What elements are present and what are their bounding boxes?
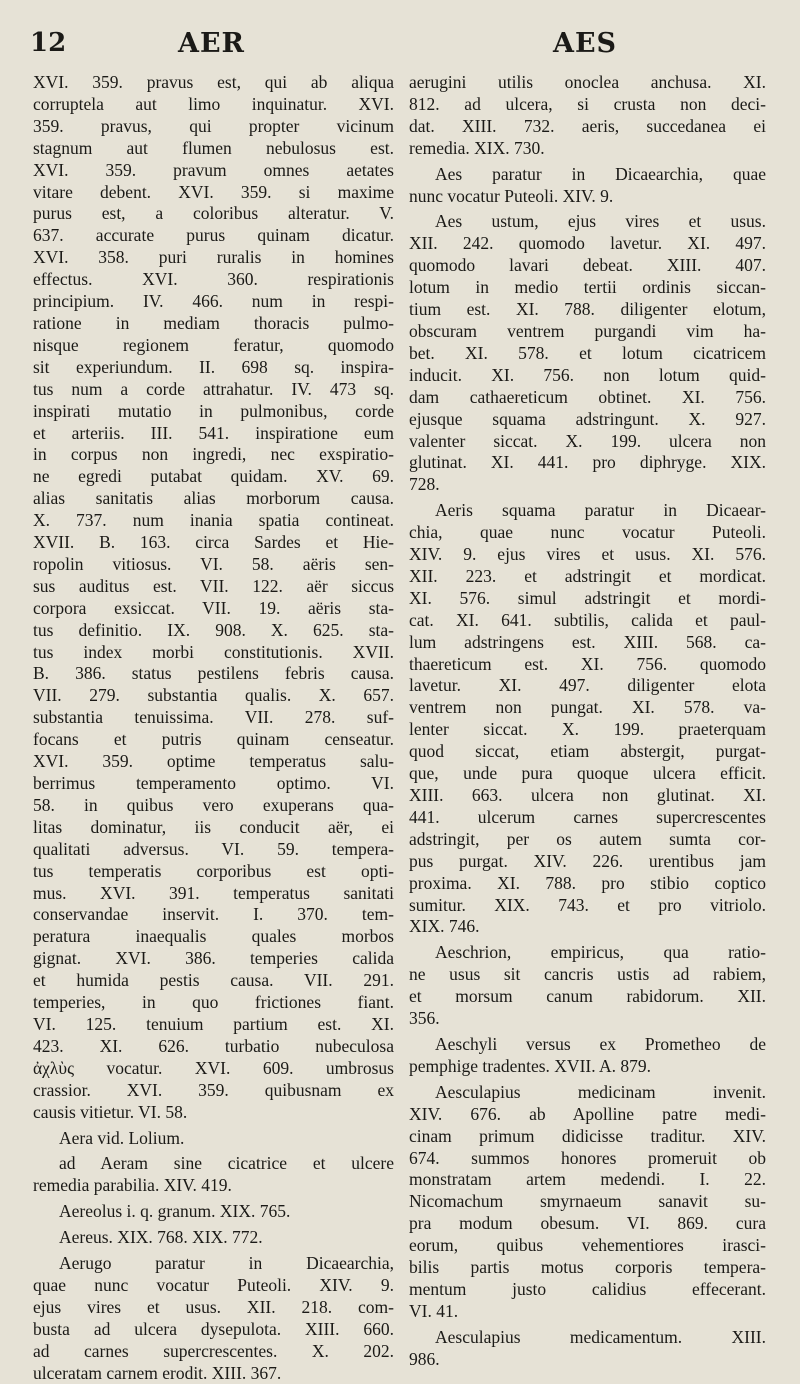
- entry-line: VI. 41.: [409, 1300, 459, 1321]
- entry-line: busta ad ulcera dysepulota. XIII. 660.: [33, 1318, 394, 1339]
- entry-line: Aeschyli versus ex Prometheo de: [435, 1033, 766, 1054]
- entry-line: focans et putris quinam censeatur.: [33, 729, 394, 750]
- entry-line: Aesculapius medicamentum. XIII.: [435, 1326, 766, 1347]
- entry-line: principium. IV. 466. num in respi-: [33, 291, 394, 312]
- entry-line: conservandae inservit. I. 370. tem-: [33, 904, 394, 925]
- entry-line: Aesculapius medicinam invenit.: [435, 1081, 766, 1102]
- entry-line: sumitur. XIX. 743. et pro vitriolo.: [409, 894, 766, 915]
- index-entry: [409, 72, 766, 160]
- entry-line: X. 737. num inania spatia contineat.: [33, 510, 394, 531]
- entry-line: inspirati mutatio in pulmonibus, corde: [33, 400, 394, 421]
- entry-line: 674. summos honores promeruit ob: [409, 1147, 766, 1168]
- entry-line: eorum, quibus vehementiores irasci-: [409, 1235, 766, 1256]
- entry-line: crassior. XVI. 359. quibusnam ex: [33, 1079, 394, 1100]
- entry-line: purus est, a coloribus alteratur. V.: [33, 203, 394, 224]
- entry-line: ad carnes supercrescentes. X. 202.: [33, 1340, 394, 1361]
- entry-line: XII. 223. et adstringit et mordicat.: [409, 565, 766, 586]
- entry-line: et humida pestis causa. VII. 291.: [33, 970, 394, 991]
- entry-line: 423. XI. 626. turbatio nubeculosa: [33, 1035, 394, 1056]
- entry-line: proxima. XI. 788. pro stibio coptico: [409, 872, 766, 893]
- entry-line: dat. XIII. 732. aeris, succedanea ei: [409, 115, 766, 136]
- entry-line: Aes ustum, ejus vires et usus.: [435, 211, 766, 232]
- left-column: [33, 72, 394, 1383]
- entry-line: chia, quae nunc vocatur Puteoli.: [409, 522, 766, 543]
- entry-line: tus num a corde attrahatur. IV. 473 sq.: [33, 378, 394, 399]
- entry-line: glutinat. XI. 441. pro diphryge. XIX.: [409, 452, 766, 473]
- entry-line: tium est. XI. 788. diligenter elotum,: [409, 299, 766, 320]
- entry-line: XI. 576. simul adstringit et mordi-: [409, 587, 766, 608]
- entry-line: ad Aeram sine cicatrice et ulcere: [59, 1153, 394, 1174]
- index-entry: [33, 1201, 394, 1223]
- entry-line: pemphige tradentes. XVII. A. 879.: [409, 1055, 652, 1076]
- entry-line: adstringit, per os autem sumta cor-: [409, 828, 766, 849]
- entry-line: monstratam artem medendi. I. 22.: [409, 1169, 766, 1190]
- index-entry: [33, 1227, 394, 1249]
- entry-line: ratione in mediam thoracis pulmo-: [33, 312, 394, 333]
- entry-line: temperies, in quo frictiones fiant.: [33, 992, 394, 1013]
- entry-line: remedia. XIX. 730.: [409, 137, 545, 158]
- entry-line: et morsum canum rabidorum. XII.: [409, 986, 766, 1007]
- index-entry: [409, 1327, 766, 1371]
- entry-line: alias sanitatis alias morborum causa.: [33, 488, 394, 509]
- entry-line: valenter siccat. X. 199. ulcera non: [409, 430, 766, 451]
- entry-line: litas dominatur, iis conducit aër, ei: [33, 816, 394, 837]
- entry-line: bet. XI. 578. et lotum cicatricem: [409, 342, 766, 363]
- entry-line: inducit. XI. 756. non lotum quid-: [409, 364, 766, 385]
- entry-line: Aeris squama paratur in Dicaear-: [435, 500, 766, 521]
- entry-line: que, unde pura quoque ulcera efficit.: [409, 763, 766, 784]
- entry-line: ne egredi putabat quidam. XV. 69.: [33, 466, 394, 487]
- entry-line: XIII. 663. ulcera non glutinat. XI.: [409, 785, 766, 805]
- entry-line: et arteriis. III. 541. inspiratione eum: [33, 422, 394, 443]
- entry-line: Nicomachum smyrnaeum sanavit su-: [409, 1191, 766, 1212]
- entry-line: tus definitio. IX. 908. X. 625. sta-: [33, 619, 394, 640]
- entry-line: B. 386. status pestilens febris causa.: [33, 663, 394, 684]
- entry-line: mus. XVI. 391. temperatus sanitati: [33, 882, 394, 903]
- entry-line: thaereticum est. XI. 756. quomodo: [409, 653, 766, 674]
- entry-line: causis vitietur. VI. 58.: [33, 1101, 188, 1122]
- index-entry: [33, 1253, 394, 1384]
- entry-line: remedia parabilia. XIV. 419.: [33, 1175, 232, 1196]
- entry-line: lotum in medio tertii ordinis siccan-: [409, 277, 766, 298]
- entry-line: pra modum obesum. VI. 869. cura: [409, 1213, 766, 1234]
- entry-line: ropolin vitiosus. VI. 58. aëris sen-: [33, 553, 394, 574]
- entry-line: 441. ulcerum carnes supercrescentes: [409, 806, 766, 827]
- entry-line: berrimus temperamento optimo. VI.: [33, 773, 394, 793]
- entry-line: tus index morbi constitutionis. XVII.: [33, 641, 394, 662]
- entry-line: Aera vid. Lolium.: [59, 1127, 185, 1148]
- page-number: 12: [30, 28, 67, 58]
- entry-line: corpora exsiccat. VII. 19. aëris sta-: [33, 597, 394, 618]
- left-headword: AER: [178, 28, 245, 59]
- entry-line: lenter siccat. X. 199. praeterquam: [409, 719, 766, 740]
- index-entry: [33, 1153, 394, 1197]
- entry-line: Aes paratur in Dicaearchia, quae: [435, 163, 766, 184]
- entry-line: VII. 279. substantia qualis. X. 657.: [33, 685, 394, 706]
- entry-line: obscuram ventrem purgandi vim ha-: [409, 320, 766, 341]
- entry-line: ventrem non pungat. XI. 578. va-: [409, 697, 766, 718]
- index-entry: [409, 211, 766, 496]
- entry-line: bilis partis motus corporis tempera-: [409, 1257, 766, 1278]
- index-entry: [33, 72, 394, 1124]
- entry-line: XIV. 676. ab Apolline patre medi-: [409, 1103, 766, 1124]
- index-entry: [409, 164, 766, 208]
- entry-line: 728.: [409, 474, 440, 495]
- entry-line: pus purgat. XIV. 226. urentibus jam: [409, 850, 766, 871]
- index-entry: [409, 942, 766, 1030]
- right-column: [409, 72, 766, 1369]
- running-head: [0, 28, 800, 68]
- entry-line: 986.: [409, 1348, 440, 1369]
- entry-line: qualitati adversus. VI. 59. tempera-: [33, 838, 394, 859]
- entry-line: ἀχλὺς vocatur. XVI. 609. umbrosus: [33, 1057, 394, 1078]
- entry-line: quae nunc vocatur Puteoli. XIV. 9.: [33, 1274, 394, 1295]
- entry-line: corruptela aut limo inquinatur. XVI.: [33, 93, 394, 114]
- right-headword: AES: [553, 28, 618, 59]
- entry-line: 58. in quibus vero exuperans qua-: [33, 794, 394, 815]
- entry-line: tus temperatis corporibus est opti-: [33, 860, 394, 881]
- entry-line: XIX. 746.: [409, 916, 480, 937]
- entry-line: Aeschrion, empiricus, qua ratio-: [435, 942, 766, 963]
- entry-line: XIV. 9. ejus vires et usus. XI. 576.: [409, 544, 766, 565]
- index-entry: [409, 1034, 766, 1078]
- entry-line: aerugini utilis onoclea anchusa. XI.: [409, 72, 766, 92]
- entry-line: 356.: [409, 1008, 440, 1029]
- entry-line: nisque regionem feratur, quomodo: [33, 334, 394, 355]
- entry-line: XVI. 359. optime temperatus salu-: [33, 751, 394, 772]
- entry-line: cat. XI. 641. subtilis, calida et paul-: [409, 609, 766, 630]
- entry-line: lum adstringens est. XIII. 568. ca-: [409, 631, 766, 652]
- index-entry: [409, 500, 766, 938]
- entry-line: 637. accurate purus quinam dicatur.: [33, 225, 394, 246]
- entry-line: XVII. B. 163. circa Sardes et Hie-: [33, 532, 394, 553]
- entry-line: Aereus. XIX. 768. XIX. 772.: [59, 1227, 263, 1248]
- entry-line: XII. 242. quomodo lavetur. XI. 497.: [409, 233, 766, 254]
- entry-line: vitare debent. XVI. 359. si maxime: [33, 181, 394, 202]
- entry-line: in corpus non ingredi, nec exspiratio-: [33, 444, 394, 465]
- entry-line: nunc vocatur Puteoli. XIV. 9.: [409, 185, 614, 206]
- entry-line: gignat. XVI. 386. temperies calida: [33, 948, 394, 969]
- index-entry: [409, 1082, 766, 1323]
- entry-line: effectus. XVI. 360. respirationis: [33, 269, 394, 290]
- entry-line: ejus vires et usus. XII. 218. com-: [33, 1296, 394, 1317]
- entry-line: VI. 125. tenuium partium est. XI.: [33, 1013, 394, 1034]
- entry-line: cinam primum didicisse traditur. XIV.: [409, 1125, 766, 1146]
- entry-line: stagnum aut flumen nebulosus est.: [33, 137, 394, 158]
- entry-line: XVI. 359. pravum omnes aetates: [33, 159, 394, 180]
- entry-line: XVI. 359. pravus est, qui ab aliqua: [33, 72, 394, 92]
- entry-line: lavetur. XI. 497. diligenter elota: [409, 675, 766, 696]
- entry-line: 359. pravus, qui propter vicinum: [33, 115, 394, 136]
- entry-line: peratura inaequalis quales morbos: [33, 926, 394, 947]
- entry-line: mentum justo calidius effecerant.: [409, 1278, 766, 1299]
- entry-line: 812. ad ulcera, si crusta non deci-: [409, 93, 766, 114]
- entry-line: ulceratam carnem erodit. XIII. 367.: [33, 1362, 282, 1383]
- entry-line: quod siccat, etiam abstergit, purgat-: [409, 741, 766, 762]
- entry-line: substantia tenuissima. VII. 278. suf-: [33, 707, 394, 728]
- entry-line: Aereolus i. q. granum. XIX. 765.: [59, 1201, 291, 1222]
- entry-line: XVI. 358. puri ruralis in homines: [33, 247, 394, 268]
- index-entry: [33, 1128, 394, 1150]
- entry-line: quomodo lavari debeat. XIII. 407.: [409, 255, 766, 276]
- entry-line: ejusque squama adstringunt. X. 927.: [409, 408, 766, 429]
- entry-line: dam cathaereticum obtinet. XI. 756.: [409, 386, 766, 407]
- entry-line: sus auditus est. VII. 122. aër siccus: [33, 575, 394, 596]
- entry-line: ne usus sit cancris ustis ad rabiem,: [409, 964, 766, 985]
- entry-line: sit experiundum. II. 698 sq. inspira-: [33, 356, 394, 377]
- entry-line: Aerugo paratur in Dicaearchia,: [59, 1253, 394, 1274]
